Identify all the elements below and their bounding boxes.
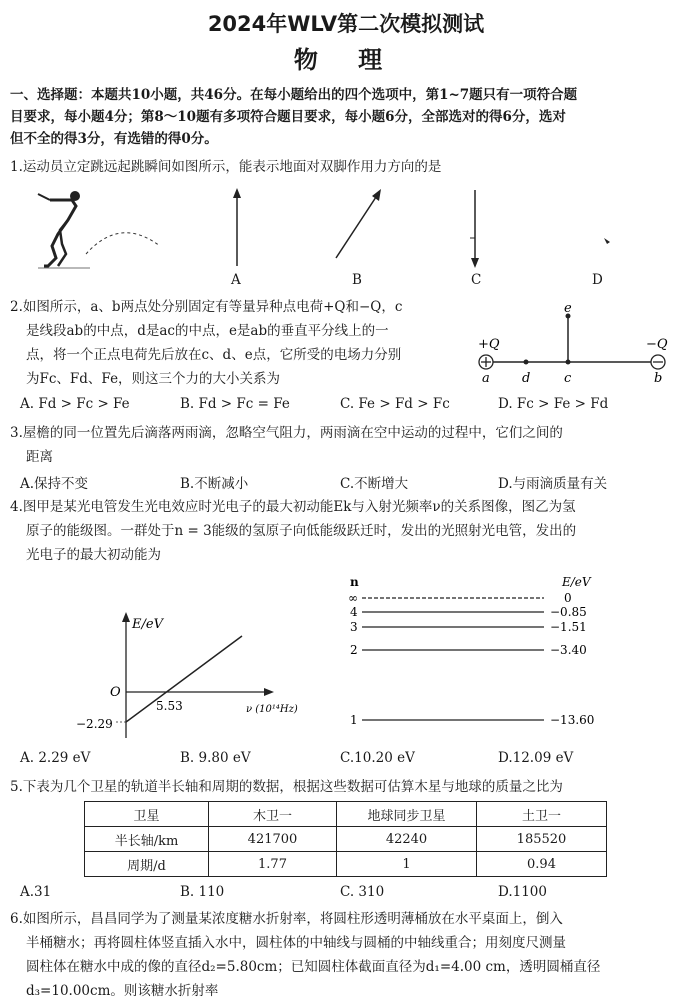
q4-stem-1: 4.图甲是某光电管发生光电效应时光电子的最大初动能Ek与入射光频率ν的关系图像，图乙为氢 xyxy=(10,499,576,515)
q3-stem-1: 3.屋檐的同一位置先后滴落两雨滴，忽略空气阻力，两雨滴在空中运动的过程中，它们之间的 xyxy=(10,425,563,441)
q6-stem-1: 6.如图所示，昌昌同学为了测量某浓度糖水折射率，将圆柱形透明薄桶放在水平桌面上，倒入 xyxy=(10,911,563,927)
q2-stem-3: 点，将一个正点电荷先后放在c、d、e点，它所受的电场力分别 xyxy=(26,347,402,363)
q1-label-d: D xyxy=(592,272,603,288)
q5-option-c: C. 310 xyxy=(340,884,385,900)
q2-point-e: e xyxy=(564,302,572,316)
table-cell: 半长轴/km xyxy=(85,827,209,852)
q2-point-b: b xyxy=(654,371,663,386)
table-row xyxy=(85,852,607,877)
page-title: 2024年WLV第二次模拟测试 xyxy=(207,12,485,36)
q2-point-a: a xyxy=(482,371,490,386)
q2-stem-1: 2.如图所示，a、b两点处分别固定有等量异种点电荷+Q和−Q，c xyxy=(10,299,403,315)
q2-option-d: D. Fc > Fe > Fd xyxy=(498,396,609,412)
q4-option-c: C.10.20 eV xyxy=(340,750,415,766)
q5-stem: 5.下表为几个卫星的轨道半长轴和周期的数据，根据这些数据可估算木星与地球的质量之比为 xyxy=(10,779,563,795)
q3-stem-2: 距离 xyxy=(26,449,53,465)
arrow-b xyxy=(336,189,381,258)
q4-levels-n-label: n xyxy=(350,575,359,589)
arrow-c xyxy=(470,190,479,268)
table-cell: 42240 xyxy=(337,827,477,852)
q5-option-a: A.31 xyxy=(20,884,52,900)
arrow-a xyxy=(233,188,241,266)
q2-option-a: A. Fd > Fc > Fe xyxy=(20,396,130,412)
q4-level-e-3: −1.51 xyxy=(550,620,587,634)
q4-level-e-1: −13.60 xyxy=(550,713,595,727)
q6-stem-3: 圆柱体在糖水中成的像的直径d₂=5.80cm；已知圆柱体截面直径为d₁=4.00 cm，透明圆桶直径 xyxy=(26,959,601,975)
q2-figure xyxy=(472,302,682,390)
q4-level-e-inf: 0 xyxy=(564,591,572,605)
satellite-table xyxy=(84,801,607,877)
table-cell: 421700 xyxy=(209,827,337,852)
q4-ek-graph xyxy=(60,608,320,748)
table-header-cell: 木卫一 xyxy=(209,802,337,827)
q4-graph-xlabel: ν (10¹⁴Hz) xyxy=(246,704,298,715)
subject-title: 物 理 xyxy=(293,45,399,74)
table-row xyxy=(85,827,607,852)
q4-level-e-4: −0.85 xyxy=(550,605,587,619)
table-cell: 1.77 xyxy=(209,852,337,877)
q4-level-n-1: 1 xyxy=(350,713,358,727)
table-cell: 周期/d xyxy=(85,852,209,877)
q4-graph-yint: −2.29 xyxy=(76,717,113,731)
q4-graph-ylabel: E/eV xyxy=(132,617,163,632)
q3-option-b: B.不断减小 xyxy=(180,476,249,492)
q1-label-b: B xyxy=(352,272,362,288)
section-instructions-2: 目要求，每小题4分；第8～10题有多项符合题目要求，每小题6分，全部选对的得6分，选对 xyxy=(10,109,566,125)
q1-stem: 1.运动员立定跳远起跳瞬间如图所示，能表示地面对双脚作用力方向的是 xyxy=(10,159,442,175)
q1-figure xyxy=(30,186,670,286)
q2-option-c: C. Fe > Fd > Fc xyxy=(340,396,450,412)
q4-stem-3: 光电子的最大初动能为 xyxy=(26,547,161,563)
athlete-figure xyxy=(38,191,160,268)
q4-option-a: A. 2.29 eV xyxy=(20,750,91,766)
q3-option-a: A.保持不变 xyxy=(20,476,89,492)
table-cell: 1 xyxy=(337,852,477,877)
q4-level-n-3: 3 xyxy=(350,620,358,634)
table-header-cell: 土卫一 xyxy=(477,802,607,827)
arrow-d xyxy=(604,238,610,244)
q4-level-n-4: 4 xyxy=(350,605,358,619)
q6-stem-4: d₃=10.00cm。则该糖水折射率 xyxy=(26,983,219,999)
q3-option-d: D.与雨滴质量有关 xyxy=(498,476,608,492)
q4-option-d: D.12.09 eV xyxy=(498,750,574,766)
q2-point-c: c xyxy=(564,371,572,386)
q2-stem-2: 是线段ab的中点，d是ac的中点，e是ab的垂直平分线上的一 xyxy=(26,323,389,339)
q4-stem-2: 原子的能级图。一群处于n = 3能级的氢原子向低能级跃迁时，发出的光照射光电管，发出的 xyxy=(26,523,577,539)
table-header-cell: 地球同步卫星 xyxy=(337,802,477,827)
table-header-cell: 卫星 xyxy=(85,802,209,827)
q4-option-b: B. 9.80 eV xyxy=(180,750,251,766)
q3-option-c: C.不断增大 xyxy=(340,476,409,492)
q6-stem-2: 半桶糖水；再将圆柱体竖直插入水中，圆柱体的中轴线与圆桶的中轴线重合；用刻度尺测量 xyxy=(26,935,566,951)
q4-level-e-2: −3.40 xyxy=(550,643,587,657)
q4-level-n-inf: ∞ xyxy=(348,591,358,605)
q4-levels-e-label: E/eV xyxy=(562,575,591,589)
q2-minus-q: −Q xyxy=(646,337,668,352)
q5-option-b: B. 110 xyxy=(180,884,225,900)
q5-option-d: D.1100 xyxy=(498,884,547,900)
q4-energy-levels xyxy=(344,574,604,736)
table-header-row xyxy=(85,802,607,827)
table-cell: 0.94 xyxy=(477,852,607,877)
table-cell: 185520 xyxy=(477,827,607,852)
q2-option-b: B. Fd > Fc = Fe xyxy=(180,396,290,412)
q2-plus-q: +Q xyxy=(478,337,500,352)
q4-level-n-2: 2 xyxy=(350,643,358,657)
q2-stem-4: 为Fc、Fd、Fe，则这三个力的大小关系为 xyxy=(26,371,281,387)
q4-graph-origin: O xyxy=(110,685,121,700)
q4-graph-xint: 5.53 xyxy=(156,699,183,713)
section-instructions-3: 但不全的得3分，有选错的得0分。 xyxy=(10,131,218,147)
q2-point-d: d xyxy=(522,371,531,386)
q1-label-c: C xyxy=(471,272,482,288)
section-instructions-1: 一、选择题：本题共10小题，共46分。在每小题给出的四个选项中，第1~7题只有一项符合题 xyxy=(10,87,578,103)
q1-label-a: A xyxy=(231,272,241,288)
